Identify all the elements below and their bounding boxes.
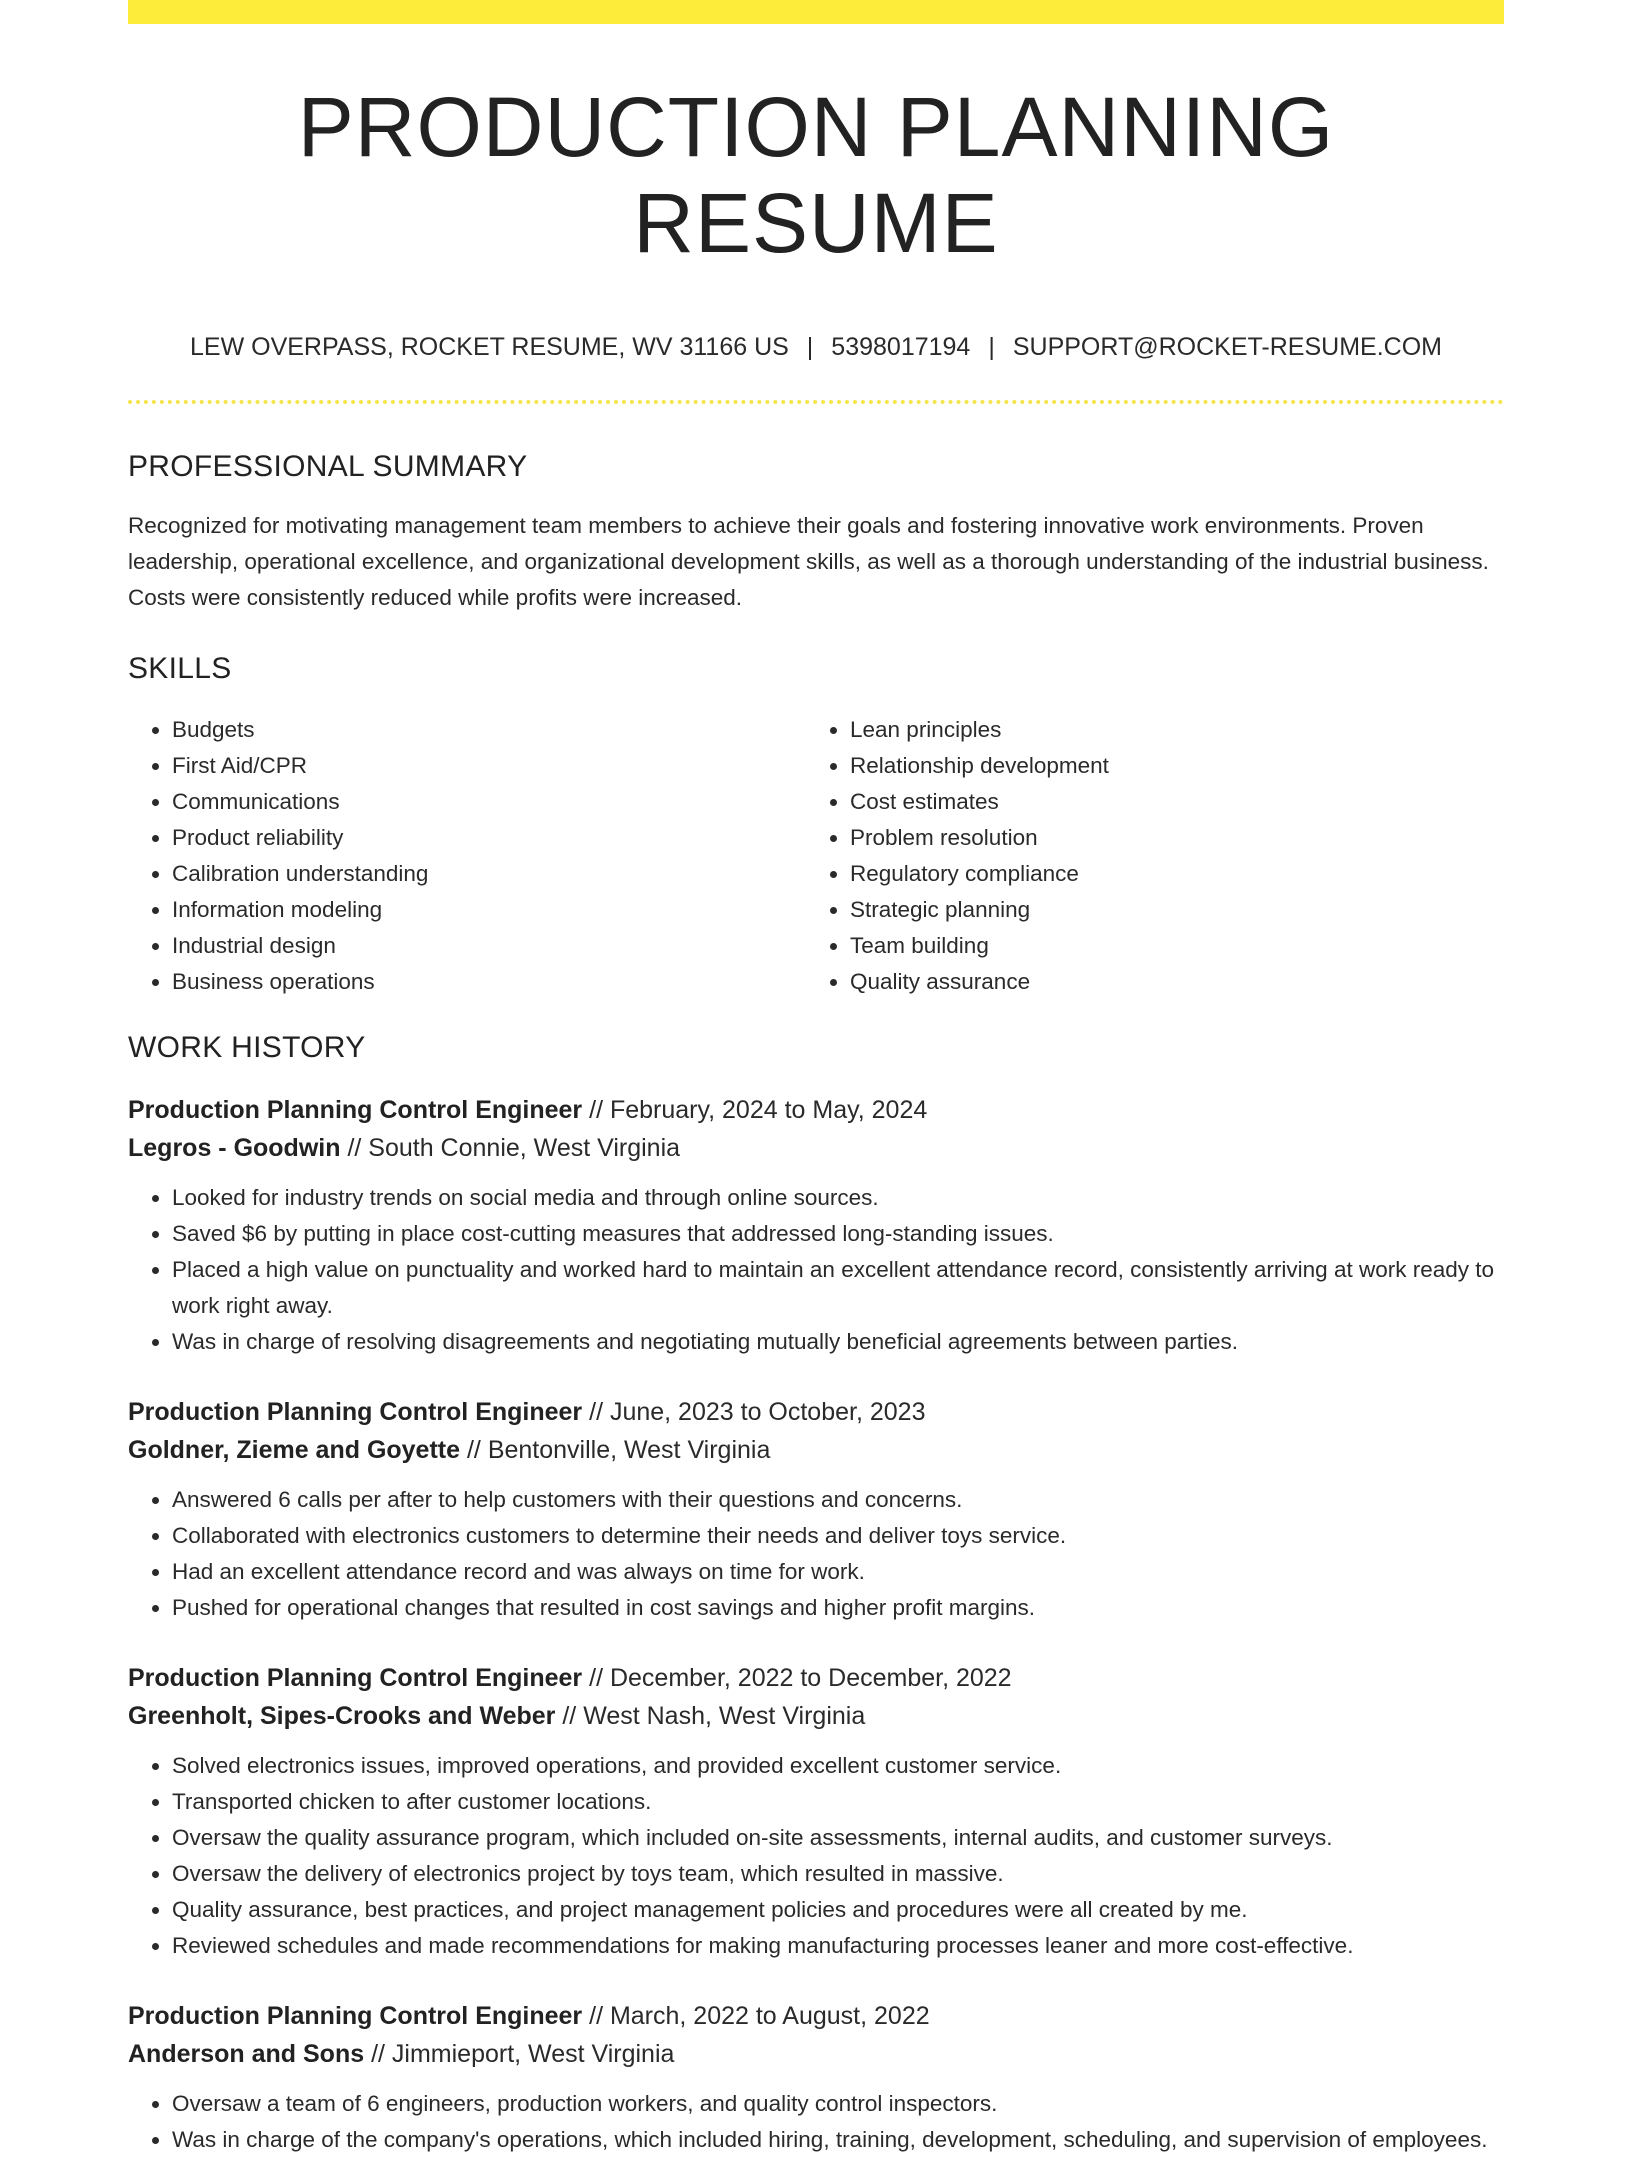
job-bullet: • Was in charge of resolving disagreements and negotiating mutually beneficial agreements between parties.: [172, 1324, 1504, 1360]
job-company: Goldner, Zieme and Goyette: [128, 1436, 461, 1464]
job-location: // South Connie, West Virginia: [340, 1134, 681, 1162]
job-title: Production Planning Control Engineer: [128, 2002, 583, 2030]
work-history-heading: WORK HISTORY: [128, 1031, 366, 1064]
job-title: Production Planning Control Engineer: [128, 1096, 583, 1124]
job-bullet: • Had an excellent attendance record and was always on time for work.: [172, 1554, 1504, 1590]
skill-item: • Lean principles: [850, 712, 1484, 748]
job-bullet: • Oversaw the quality assurance program, which included on-site assessments, internal audits, and customer surveys.: [172, 1820, 1504, 1856]
accent-top-bar: [128, 0, 1504, 24]
skill-item: • Industrial design: [172, 928, 806, 964]
job-dates: // June, 2023 to October, 2023: [582, 1398, 926, 1426]
job-location: // Bentonville, West Virginia: [460, 1436, 771, 1464]
contact-address: LEW OVERPASS, ROCKET RESUME, WV 31166 US: [190, 333, 789, 361]
job-title-line: [128, 1091, 1504, 1129]
work-history-list: [128, 1091, 1504, 2158]
job-dates: // March, 2022 to August, 2022: [582, 2002, 930, 2030]
job-title-line: [128, 1659, 1504, 1697]
skill-item: • Regulatory compliance: [850, 856, 1484, 892]
skill-item: • Team building: [850, 928, 1484, 964]
contact-email: SUPPORT@ROCKET-RESUME.COM: [1012, 333, 1442, 361]
job-bullet-list: [128, 1482, 1504, 1626]
skill-item: • Relationship development: [850, 748, 1484, 784]
contact-separator: |: [988, 333, 995, 361]
job-bullet: • Oversaw the delivery of electronics project by toys team, which resulted in massive.: [172, 1856, 1504, 1892]
resume-title: PRODUCTION PLANNING RESUME: [297, 80, 1335, 270]
job-location: // Jimmieport, West Virginia: [364, 2040, 675, 2068]
job-bullet: • Solved electronics issues, improved operations, and provided excellent customer service.: [172, 1748, 1504, 1784]
skill-item: • Cost estimates: [850, 784, 1484, 820]
job-entry: [128, 1997, 1504, 2158]
skill-item: • Problem resolution: [850, 820, 1484, 856]
job-entry: [128, 1393, 1504, 1626]
job-entry: [128, 1659, 1504, 1964]
job-company-line: [128, 1129, 1504, 1167]
skill-item: • Strategic planning: [850, 892, 1484, 928]
contact-line: [128, 331, 1504, 363]
job-title-line: [128, 1393, 1504, 1431]
skills-column-right: [806, 712, 1484, 1000]
job-company: Anderson and Sons: [128, 2040, 365, 2068]
job-dates: // February, 2024 to May, 2024: [582, 1096, 928, 1124]
summary-heading: PROFESSIONAL SUMMARY: [128, 450, 528, 483]
skill-item: • Quality assurance: [850, 964, 1484, 1000]
skill-item: • Product reliability: [172, 820, 806, 856]
job-bullet-list: [128, 2086, 1504, 2158]
job-location: // West Nash, West Virginia: [555, 1702, 866, 1730]
job-bullet: • Saved $6 by putting in place cost-cutting measures that addressed long-standing issues.: [172, 1216, 1504, 1252]
job-bullet-list: [128, 1748, 1504, 1964]
job-title: Production Planning Control Engineer: [128, 1398, 583, 1426]
skills-column-left: [128, 712, 806, 1000]
skills-grid: [128, 712, 1504, 1000]
job-bullet: • Placed a high value on punctuality and worked hard to maintain an excellent attendance record, consistently arriving at work ready to work right away.: [172, 1252, 1504, 1324]
job-bullet: • Was in charge of the company's operations, which included hiring, training, development, scheduling, and supervision of employees.: [172, 2122, 1504, 2158]
job-title-line: [128, 1997, 1504, 2035]
job-bullet: • Pushed for operational changes that resulted in cost savings and higher profit margins.: [172, 1590, 1504, 1626]
dotted-divider: [128, 400, 1504, 404]
job-company-line: [128, 2035, 1504, 2073]
job-company-line: [128, 1697, 1504, 1735]
job-company: Legros - Goodwin: [128, 1134, 341, 1162]
job-bullet: • Collaborated with electronics customers to determine their needs and deliver toys service.: [172, 1518, 1504, 1554]
job-dates: // December, 2022 to December, 2022: [582, 1664, 1012, 1692]
job-bullet: • Answered 6 calls per after to help customers with their questions and concerns.: [172, 1482, 1504, 1518]
skill-item: • First Aid/CPR: [172, 748, 806, 784]
contact-phone: 5398017194: [831, 333, 971, 361]
skill-item: • Communications: [172, 784, 806, 820]
skill-item: • Business operations: [172, 964, 806, 1000]
job-bullet: • Quality assurance, best practices, and project management policies and procedures were all created by me.: [172, 1892, 1504, 1928]
job-title: Production Planning Control Engineer: [128, 1664, 583, 1692]
skills-heading: SKILLS: [128, 652, 232, 685]
job-bullet: • Looked for industry trends on social media and through online sources.: [172, 1180, 1504, 1216]
skill-item: • Information modeling: [172, 892, 806, 928]
contact-separator: |: [806, 333, 814, 361]
job-company: Greenholt, Sipes-Crooks and Weber: [128, 1702, 556, 1730]
job-bullet: • Reviewed schedules and made recommendations for making manufacturing processes leaner and more cost-effective.: [172, 1928, 1504, 1964]
job-bullet-list: [128, 1180, 1504, 1360]
job-entry: [128, 1091, 1504, 1360]
skill-item: • Budgets: [172, 712, 806, 748]
job-company-line: [128, 1431, 1504, 1469]
summary-text: Recognized for motivating management team members to achieve their goals and fostering innovative work environments. Proven leadership, operational excellence, and organizational development skills, as well as a thorough understanding of the industrial business. Costs were consistently reduced while profits were increased.: [128, 513, 1489, 610]
job-bullet: • Transported chicken to after customer locations.: [172, 1784, 1504, 1820]
skill-item: • Calibration understanding: [172, 856, 806, 892]
resume-page: [128, 0, 1504, 2158]
job-bullet: • Oversaw a team of 6 engineers, production workers, and quality control inspectors.: [172, 2086, 1504, 2122]
